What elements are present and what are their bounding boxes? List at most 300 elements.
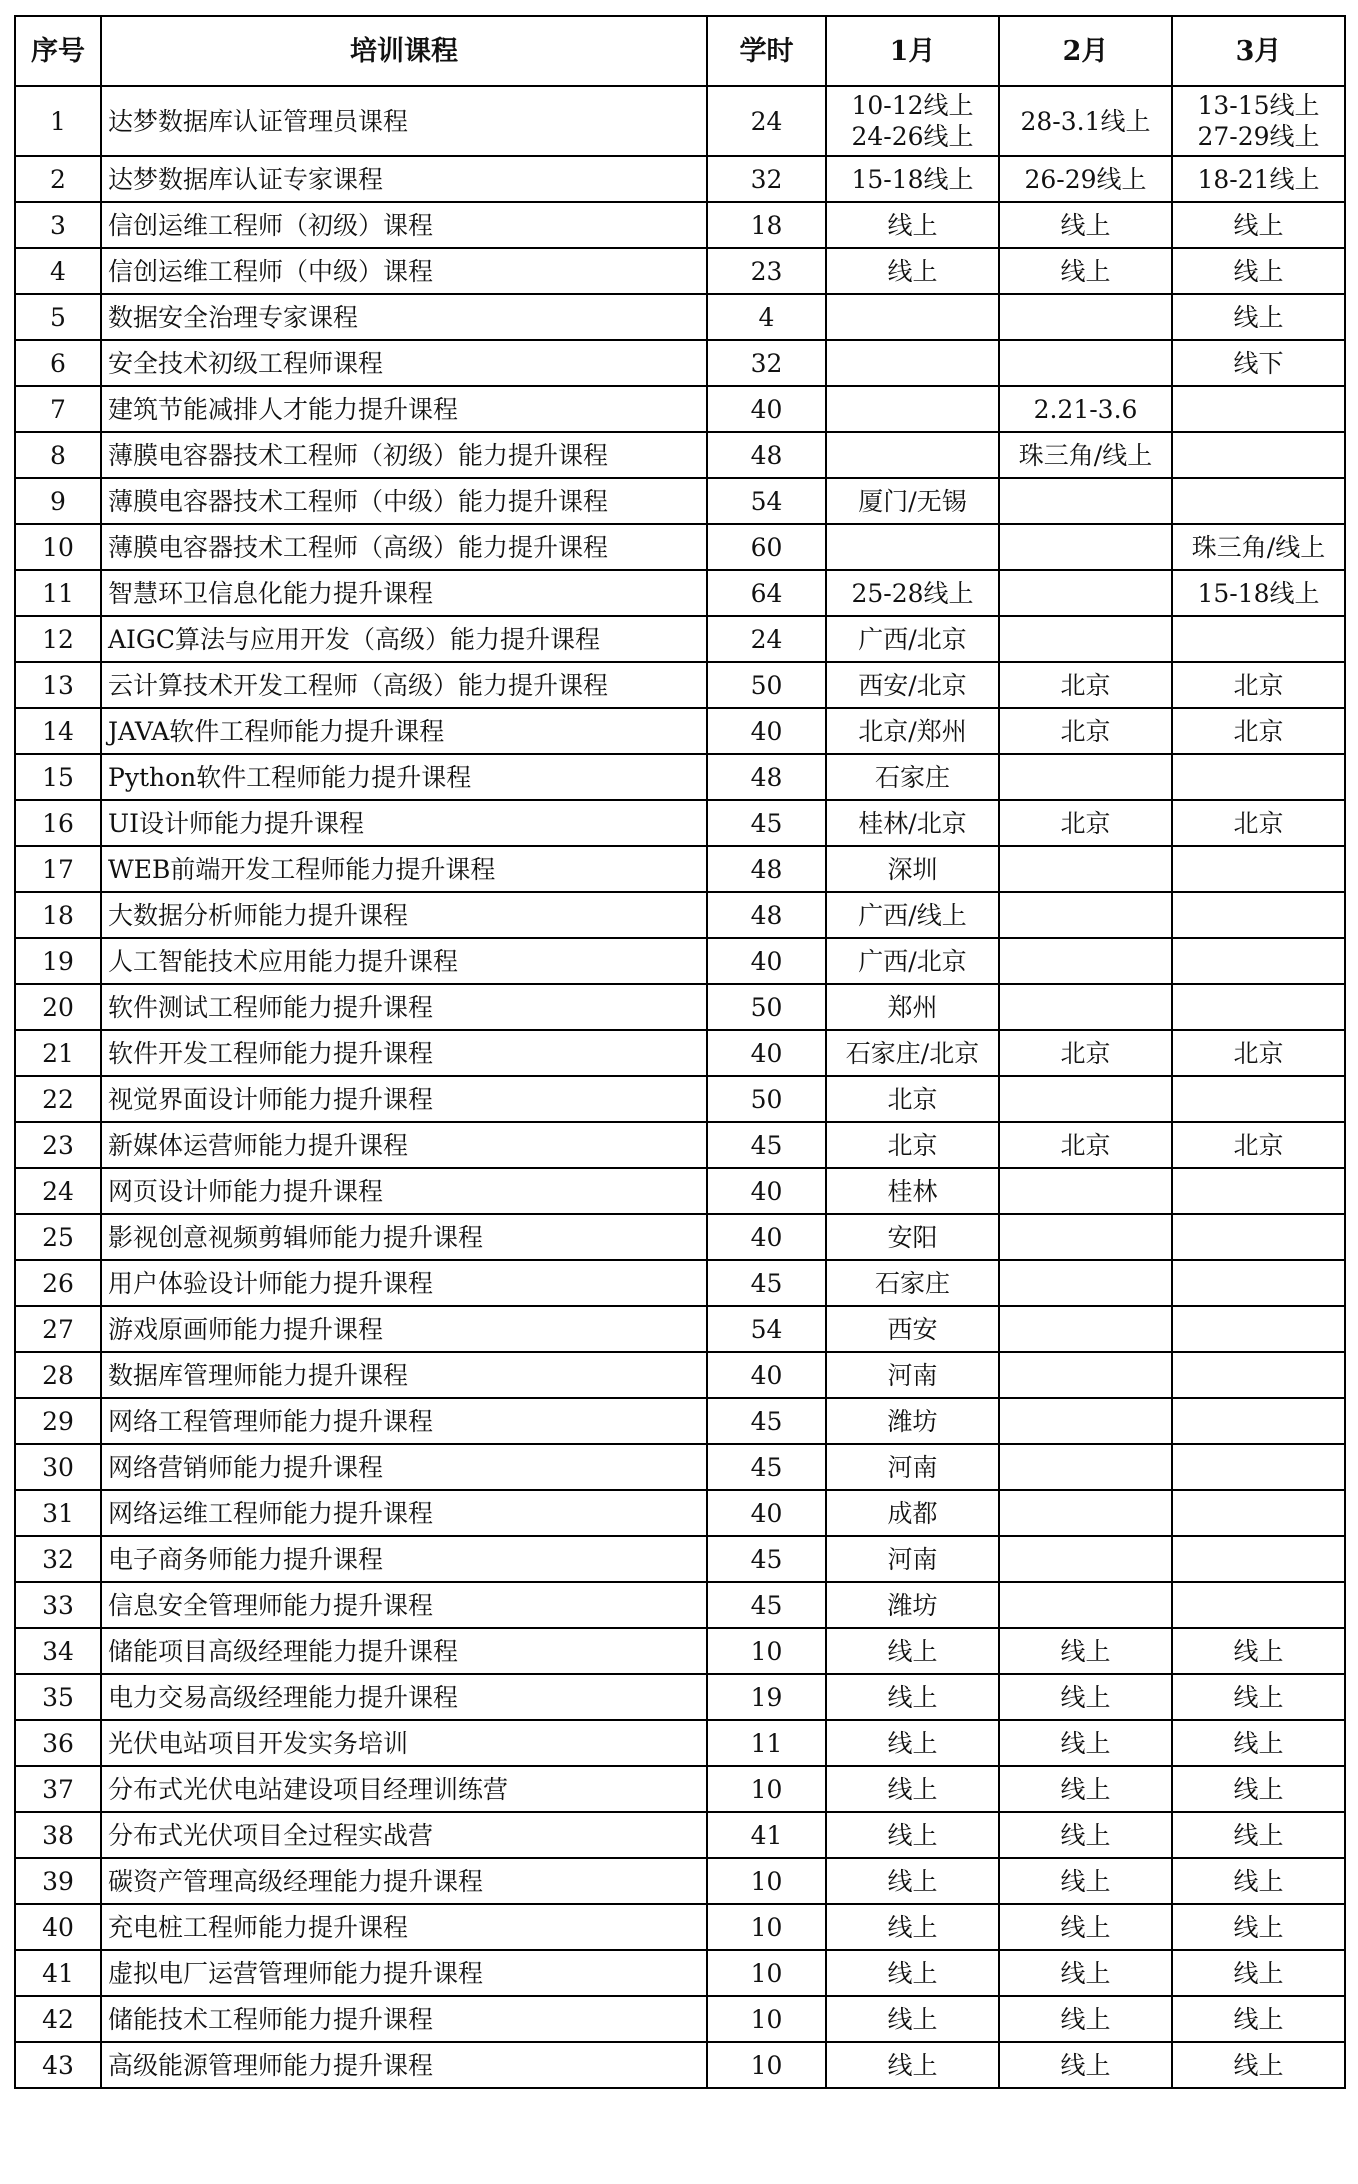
month-1-cell [826, 1490, 999, 1536]
month-3-cell [1172, 432, 1345, 478]
session-info: 北京 [1233, 1130, 1284, 1160]
month-3-cell [1172, 708, 1345, 754]
month-3-cell [1172, 524, 1345, 570]
session-info: 15-18线上 [851, 164, 974, 194]
session-info: 北京 [1233, 1038, 1284, 1068]
course-hours: 48 [707, 432, 826, 478]
row-number: 17 [15, 846, 101, 892]
row-number: 43 [15, 2042, 101, 2088]
course-name: 达梦数据库认证专家课程 [101, 156, 707, 202]
session-info: 北京/郑州 [858, 716, 967, 746]
month-3-cell [1172, 1582, 1345, 1628]
month-1-cell [826, 1904, 999, 1950]
session-info: 厦门/无锡 [858, 486, 967, 516]
row-number: 30 [15, 1444, 101, 1490]
course-hours: 45 [707, 1536, 826, 1582]
course-hours: 4 [707, 294, 826, 340]
row-number: 15 [15, 754, 101, 800]
course-hours: 48 [707, 754, 826, 800]
month-3-cell [1172, 1904, 1345, 1950]
course-name: JAVA软件工程师能力提升课程 [101, 708, 707, 754]
month-2-cell [999, 1904, 1172, 1950]
month-1-cell [826, 892, 999, 938]
row-number: 22 [15, 1076, 101, 1122]
month-3-cell [1172, 248, 1345, 294]
month-1-cell [826, 938, 999, 984]
course-name: 分布式光伏电站建设项目经理训练营 [101, 1766, 707, 1812]
course-name: 电子商务师能力提升课程 [101, 1536, 707, 1582]
session-info: 潍坊 [887, 1590, 938, 1620]
session-info: 线上 [887, 1820, 938, 1850]
month-2-cell [999, 1352, 1172, 1398]
header-month-1: 1月 [826, 16, 999, 86]
table-row [15, 340, 1345, 386]
course-hours: 45 [707, 1582, 826, 1628]
month-3-cell [1172, 478, 1345, 524]
month-1-cell [826, 1444, 999, 1490]
course-name: 网页设计师能力提升课程 [101, 1168, 707, 1214]
month-2-cell [999, 708, 1172, 754]
session-info: 28-3.1线上 [1020, 106, 1151, 136]
table-row [15, 1628, 1345, 1674]
month-3-cell [1172, 156, 1345, 202]
month-2-cell [999, 524, 1172, 570]
month-3-cell [1172, 1122, 1345, 1168]
course-name: 薄膜电容器技术工程师（中级）能力提升课程 [101, 478, 707, 524]
month-3-cell [1172, 2042, 1345, 2088]
row-number: 20 [15, 984, 101, 1030]
month-1-cell [826, 1398, 999, 1444]
session-info: 北京 [887, 1130, 938, 1160]
row-number: 33 [15, 1582, 101, 1628]
course-name: 新媒体运营师能力提升课程 [101, 1122, 707, 1168]
row-number: 40 [15, 1904, 101, 1950]
row-number: 41 [15, 1950, 101, 1996]
month-2-cell [999, 570, 1172, 616]
month-3-cell [1172, 340, 1345, 386]
session-info: 15-18线上 [1197, 578, 1320, 608]
table-row [15, 202, 1345, 248]
row-number: 12 [15, 616, 101, 662]
session-info: 线上 [1060, 1682, 1111, 1712]
month-1-cell [826, 1122, 999, 1168]
session-info: 线上 [1060, 256, 1111, 286]
row-number: 11 [15, 570, 101, 616]
session-info: 北京 [1060, 808, 1111, 838]
month-3-cell [1172, 1444, 1345, 1490]
course-name: 网络工程管理师能力提升课程 [101, 1398, 707, 1444]
session-info: 北京 [887, 1084, 938, 1114]
session-info: 线上 [1233, 1636, 1284, 1666]
row-number: 34 [15, 1628, 101, 1674]
table-row [15, 1352, 1345, 1398]
session-info: 广西/北京 [858, 946, 967, 976]
session-info: 线上 [1060, 2050, 1111, 2080]
row-number: 1 [15, 86, 101, 156]
month-3-cell [1172, 1214, 1345, 1260]
session-info: 北京 [1060, 716, 1111, 746]
course-name: 信息安全管理师能力提升课程 [101, 1582, 707, 1628]
month-1-cell [826, 478, 999, 524]
session-info: 线上 [1060, 1820, 1111, 1850]
row-number: 29 [15, 1398, 101, 1444]
month-3-cell [1172, 1352, 1345, 1398]
course-hours: 10 [707, 1628, 826, 1674]
month-1-cell [826, 1720, 999, 1766]
course-hours: 45 [707, 800, 826, 846]
course-name: 安全技术初级工程师课程 [101, 340, 707, 386]
session-info: 桂林/北京 [858, 808, 967, 838]
session-info: 线上 [887, 1912, 938, 1942]
month-2-cell [999, 478, 1172, 524]
session-info: 线上 [1233, 302, 1284, 332]
month-2-cell [999, 892, 1172, 938]
course-name: 分布式光伏项目全过程实战营 [101, 1812, 707, 1858]
row-number: 2 [15, 156, 101, 202]
month-1-cell [826, 754, 999, 800]
course-hours: 40 [707, 938, 826, 984]
month-2-cell [999, 938, 1172, 984]
table-row [15, 1030, 1345, 1076]
month-3-cell [1172, 1812, 1345, 1858]
table-row [15, 938, 1345, 984]
month-1-cell [826, 202, 999, 248]
month-2-cell [999, 86, 1172, 156]
month-2-cell [999, 1398, 1172, 1444]
month-3-cell [1172, 1996, 1345, 2042]
row-number: 39 [15, 1858, 101, 1904]
month-3-cell [1172, 892, 1345, 938]
month-2-cell [999, 294, 1172, 340]
session-info: 线上 [1233, 2050, 1284, 2080]
course-name: 信创运维工程师（初级）课程 [101, 202, 707, 248]
month-1-cell [826, 984, 999, 1030]
month-2-cell [999, 1812, 1172, 1858]
month-2-cell [999, 1444, 1172, 1490]
table-body [15, 86, 1345, 2088]
course-name: 网络运维工程师能力提升课程 [101, 1490, 707, 1536]
session-info: 线上 [887, 1866, 938, 1896]
course-hours: 24 [707, 86, 826, 156]
table-row [15, 1168, 1345, 1214]
row-number: 7 [15, 386, 101, 432]
course-name: 用户体验设计师能力提升课程 [101, 1260, 707, 1306]
month-2-cell [999, 1168, 1172, 1214]
session-info: 10-12线上 [851, 91, 974, 120]
course-name: 数据库管理师能力提升课程 [101, 1352, 707, 1398]
session-info: 石家庄 [874, 1268, 950, 1298]
session-info: 北京 [1060, 1038, 1111, 1068]
month-1-cell [826, 846, 999, 892]
session-info: 桂林 [887, 1176, 938, 1206]
month-1-cell [826, 1766, 999, 1812]
month-2-cell [999, 754, 1172, 800]
month-2-cell [999, 386, 1172, 432]
table-row [15, 1950, 1345, 1996]
row-number: 19 [15, 938, 101, 984]
month-2-cell [999, 1076, 1172, 1122]
month-3-cell [1172, 754, 1345, 800]
table-row [15, 570, 1345, 616]
month-3-cell [1172, 202, 1345, 248]
table-row [15, 800, 1345, 846]
course-hours: 11 [707, 1720, 826, 1766]
training-schedule-table [14, 15, 1346, 2089]
month-2-cell [999, 846, 1172, 892]
course-hours: 10 [707, 1766, 826, 1812]
course-hours: 18 [707, 202, 826, 248]
course-name: 软件测试工程师能力提升课程 [101, 984, 707, 1030]
course-name: 薄膜电容器技术工程师（高级）能力提升课程 [101, 524, 707, 570]
course-hours: 50 [707, 1076, 826, 1122]
course-hours: 40 [707, 1168, 826, 1214]
table-row [15, 478, 1345, 524]
month-3-cell [1172, 1950, 1345, 1996]
course-hours: 10 [707, 1950, 826, 1996]
session-info: 线上 [887, 2050, 938, 2080]
table-row [15, 1766, 1345, 1812]
row-number: 14 [15, 708, 101, 754]
course-hours: 54 [707, 478, 826, 524]
table-row [15, 616, 1345, 662]
session-info: 线上 [1060, 2004, 1111, 2034]
month-2-cell [999, 662, 1172, 708]
table-row [15, 386, 1345, 432]
session-info: 广西/线上 [858, 900, 967, 930]
month-3-cell [1172, 1490, 1345, 1536]
session-info: 线上 [1233, 2004, 1284, 2034]
row-number: 24 [15, 1168, 101, 1214]
month-2-cell [999, 1628, 1172, 1674]
table-row [15, 1260, 1345, 1306]
table-row [15, 1490, 1345, 1536]
course-hours: 40 [707, 1352, 826, 1398]
table-row [15, 1996, 1345, 2042]
month-1-cell [826, 386, 999, 432]
course-name: 游戏原画师能力提升课程 [101, 1306, 707, 1352]
row-number: 37 [15, 1766, 101, 1812]
session-info: 深圳 [887, 854, 938, 884]
month-1-cell [826, 1996, 999, 2042]
course-name: 影视创意视频剪辑师能力提升课程 [101, 1214, 707, 1260]
month-1-cell [826, 1950, 999, 1996]
month-2-cell [999, 248, 1172, 294]
course-hours: 19 [707, 1674, 826, 1720]
session-info: 北京 [1060, 1130, 1111, 1160]
session-info: 潍坊 [887, 1406, 938, 1436]
session-info: 线上 [1060, 1728, 1111, 1758]
month-2-cell [999, 156, 1172, 202]
month-1-cell [826, 616, 999, 662]
session-info: 郑州 [887, 992, 938, 1022]
month-2-cell [999, 202, 1172, 248]
row-number: 6 [15, 340, 101, 386]
session-info: 西安 [887, 1314, 938, 1344]
session-info: 北京 [1060, 670, 1111, 700]
table-row [15, 156, 1345, 202]
course-name: 充电桩工程师能力提升课程 [101, 1904, 707, 1950]
course-name: 虚拟电厂运营管理师能力提升课程 [101, 1950, 707, 1996]
course-hours: 23 [707, 248, 826, 294]
row-number: 18 [15, 892, 101, 938]
course-name: 高级能源管理师能力提升课程 [101, 2042, 707, 2088]
month-1-cell [826, 294, 999, 340]
table-row [15, 432, 1345, 478]
course-name: 光伏电站项目开发实务培训 [101, 1720, 707, 1766]
month-2-cell [999, 1950, 1172, 1996]
session-info: 成都 [887, 1498, 938, 1528]
course-hours: 41 [707, 1812, 826, 1858]
course-name: 达梦数据库认证管理员课程 [101, 86, 707, 156]
course-hours: 54 [707, 1306, 826, 1352]
session-info: 26-29线上 [1024, 164, 1147, 194]
session-info: 13-15线上 [1197, 91, 1320, 120]
header-month-3: 3月 [1172, 16, 1345, 86]
table-row [15, 708, 1345, 754]
month-2-cell [999, 800, 1172, 846]
session-info: 线上 [1060, 1912, 1111, 1942]
course-name: 视觉界面设计师能力提升课程 [101, 1076, 707, 1122]
course-hours: 10 [707, 1904, 826, 1950]
header-course: 培训课程 [101, 16, 707, 86]
month-2-cell [999, 432, 1172, 478]
session-info: 线上 [1233, 210, 1284, 240]
course-name: Python软件工程师能力提升课程 [101, 754, 707, 800]
month-3-cell [1172, 1398, 1345, 1444]
row-number: 26 [15, 1260, 101, 1306]
course-hours: 45 [707, 1398, 826, 1444]
month-3-cell [1172, 1536, 1345, 1582]
table-row [15, 294, 1345, 340]
row-number: 42 [15, 1996, 101, 2042]
session-info: 线上 [1233, 1728, 1284, 1758]
month-2-cell [999, 340, 1172, 386]
course-name: 网络营销师能力提升课程 [101, 1444, 707, 1490]
month-1-cell [826, 248, 999, 294]
month-3-cell [1172, 570, 1345, 616]
header-month-2: 2月 [999, 16, 1172, 86]
table-row [15, 1812, 1345, 1858]
course-name: UI设计师能力提升课程 [101, 800, 707, 846]
course-name: WEB前端开发工程师能力提升课程 [101, 846, 707, 892]
session-info: 河南 [887, 1544, 938, 1574]
session-info: 线上 [1233, 1912, 1284, 1942]
month-1-cell [826, 1812, 999, 1858]
month-3-cell [1172, 938, 1345, 984]
row-number: 23 [15, 1122, 101, 1168]
month-2-cell [999, 1674, 1172, 1720]
session-info: 河南 [887, 1360, 938, 1390]
session-info: 线上 [887, 1636, 938, 1666]
row-number: 8 [15, 432, 101, 478]
month-3-cell [1172, 984, 1345, 1030]
session-info: 线上 [1060, 210, 1111, 240]
session-info: 18-21线上 [1197, 164, 1320, 194]
month-1-cell [826, 1214, 999, 1260]
month-1-cell [826, 1306, 999, 1352]
course-name: 储能项目高级经理能力提升课程 [101, 1628, 707, 1674]
month-3-cell [1172, 800, 1345, 846]
session-info: 24-26线上 [851, 122, 974, 151]
session-info: 北京 [1233, 716, 1284, 746]
month-2-cell [999, 984, 1172, 1030]
course-name: 信创运维工程师（中级）课程 [101, 248, 707, 294]
course-hours: 40 [707, 1214, 826, 1260]
month-1-cell [826, 1030, 999, 1076]
table-row [15, 1536, 1345, 1582]
month-3-cell [1172, 386, 1345, 432]
session-info: 线上 [1233, 1866, 1284, 1896]
course-name: 软件开发工程师能力提升课程 [101, 1030, 707, 1076]
month-3-cell [1172, 1306, 1345, 1352]
course-name: 建筑节能减排人才能力提升课程 [101, 386, 707, 432]
session-info: 石家庄/北京 [845, 1038, 980, 1068]
session-info: 河南 [887, 1452, 938, 1482]
row-number: 9 [15, 478, 101, 524]
course-name: 薄膜电容器技术工程师（初级）能力提升课程 [101, 432, 707, 478]
row-number: 31 [15, 1490, 101, 1536]
course-hours: 45 [707, 1444, 826, 1490]
session-info: 西安/北京 [858, 670, 967, 700]
table-row [15, 524, 1345, 570]
course-hours: 32 [707, 340, 826, 386]
session-info: 线上 [1060, 1636, 1111, 1666]
row-number: 21 [15, 1030, 101, 1076]
course-hours: 40 [707, 1030, 826, 1076]
session-info: 线上 [1233, 1820, 1284, 1850]
month-1-cell [826, 800, 999, 846]
session-info: 线上 [887, 2004, 938, 2034]
month-1-cell [826, 524, 999, 570]
session-info: 线上 [1060, 1866, 1111, 1896]
row-number: 36 [15, 1720, 101, 1766]
month-2-cell [999, 1306, 1172, 1352]
month-1-cell [826, 1536, 999, 1582]
month-1-cell [826, 1352, 999, 1398]
month-2-cell [999, 1720, 1172, 1766]
row-number: 5 [15, 294, 101, 340]
session-info: 线上 [887, 1728, 938, 1758]
table-row [15, 1122, 1345, 1168]
row-number: 10 [15, 524, 101, 570]
course-hours: 24 [707, 616, 826, 662]
month-1-cell [826, 1582, 999, 1628]
month-1-cell [826, 86, 999, 156]
course-hours: 48 [707, 846, 826, 892]
session-info: 广西/北京 [858, 624, 967, 654]
month-1-cell [826, 1076, 999, 1122]
table-row [15, 754, 1345, 800]
session-info: 线上 [887, 1682, 938, 1712]
month-1-cell [826, 156, 999, 202]
month-2-cell [999, 1122, 1172, 1168]
table-row [15, 1858, 1345, 1904]
header-no: 序号 [15, 16, 101, 86]
table-row [15, 1444, 1345, 1490]
month-2-cell [999, 1214, 1172, 1260]
month-3-cell [1172, 1168, 1345, 1214]
header-hours: 学时 [707, 16, 826, 86]
table-row [15, 248, 1345, 294]
month-1-cell [826, 570, 999, 616]
session-info: 线上 [1060, 1774, 1111, 1804]
table-row [15, 1398, 1345, 1444]
table-row [15, 2042, 1345, 2088]
course-name: 云计算技术开发工程师（高级）能力提升课程 [101, 662, 707, 708]
session-info: 线上 [1233, 1958, 1284, 1988]
session-info: 线上 [1233, 1682, 1284, 1712]
table-row [15, 984, 1345, 1030]
